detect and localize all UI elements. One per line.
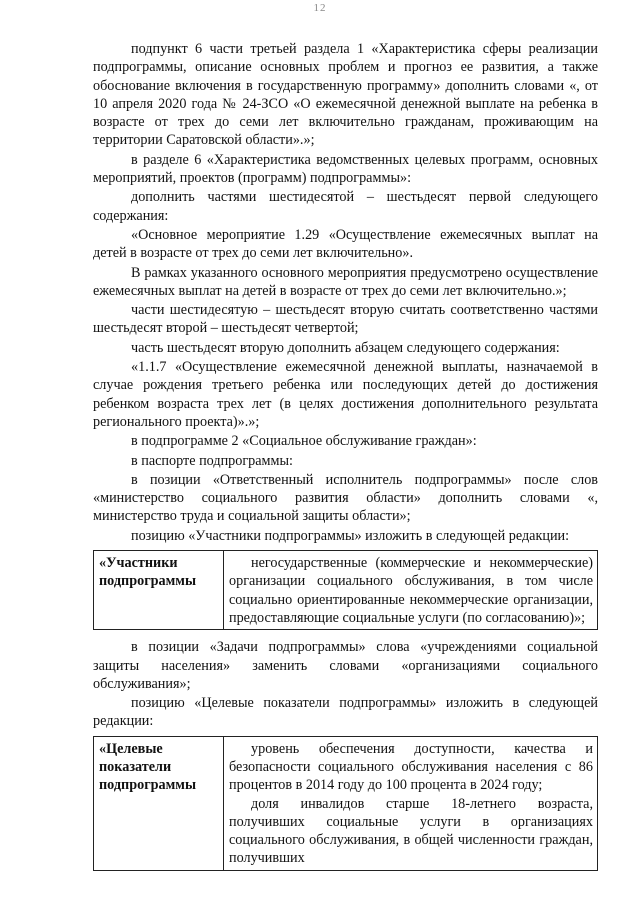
paragraph: в подпрограмме 2 «Социальное обслуживание граждан»: — [131, 433, 477, 450]
indicators-value — [224, 736, 598, 870]
document-body — [93, 40, 598, 879]
paragraph: часть шестьдесят вторую дополнить абзацем следующего содержания: — [131, 339, 560, 356]
paragraph: части шестидесятую – шестьдесят вторую считать соответственно частями шестьдесят второй – шестьдесят четвертой; — [93, 302, 598, 337]
participants-label: «Участники подпрограммы — [94, 551, 224, 630]
participants-value: негосударственные (коммерческие и некоммерческие) организации социального обслуживания, в том числе социально ориентированные некоммерческие организации, предоставляющие социальные услуги (по согласованию)»; — [224, 551, 598, 630]
paragraph: позицию «Участники подпрограммы» изложить в следующей редакции: — [131, 527, 570, 544]
paragraph: подпункт 6 части третьей раздела 1 «Характеристика сферы реализации подпрограммы, описание основных проблем и прогноз ее развития, а также обоснование включения в государственную программу» дополнить словами «, от 10 апреля 2020 года № 24-ЗСО «О ежемесячной денежной выплате на ребенка в возрасте от трех до семи лет включительно гражданам, проживающим на территории Саратовской области».»; — [93, 41, 598, 149]
paragraph: в позиции «Задачи подпрограммы» слова «учреждениями социальной защиты населения» заменить словами «организациями социального обслуживания»; — [93, 639, 598, 692]
paragraph: «1.1.7 «Осуществление ежемесячной денежной выплаты, назначаемой в случае рождения третьего ребенка или последующих детей до достижения ребенком возраста трех лет (в целях достижения дополнительного результата регионального проекта)».»; — [93, 359, 598, 430]
participants-table — [93, 550, 598, 630]
paragraph: «Основное мероприятие 1.29 «Осуществление ежемесячных выплат на детей в возрасте от трех до семи лет включительно». — [93, 226, 598, 262]
paragraph: в паспорте подпрограммы: — [131, 452, 293, 469]
indicator-item: уровень обеспечения доступности, качества и безопасности социального обслуживания населения с 86 процентов в 2014 году до 100 процента в 2024 году; — [229, 740, 593, 794]
paragraph: позицию «Целевые показатели подпрограммы» изложить в следующей редакции: — [93, 695, 598, 730]
indicators-table — [93, 736, 598, 871]
paragraph: дополнить частями шестидесятой – шестьдесят первой следующего содержания: — [93, 189, 598, 224]
indicator-item: доля инвалидов старше 18-летнего возраста, получивших социальные услуги в организациях социального обслуживания, в общей численности граждан, получивших — [229, 795, 593, 867]
page-number: 12 — [313, 2, 327, 14]
paragraph: В рамках указанного основного мероприятия предусмотрено осуществление ежемесячных выплат на детей в возрасте от трех до семи лет включительно.»; — [93, 264, 598, 299]
paragraph: в позиции «Ответственный исполнитель подпрограммы» после слов «министерство социального развития области» дополнить словами «, министерство труда и социальной защиты области»; — [93, 471, 598, 525]
indicators-label: «Целевые показатели подпрограммы — [94, 736, 224, 870]
paragraph: в разделе 6 «Характеристика ведомственных целевых программ, основных мероприятий, проектов (программ) подпрограммы»: — [93, 151, 598, 187]
